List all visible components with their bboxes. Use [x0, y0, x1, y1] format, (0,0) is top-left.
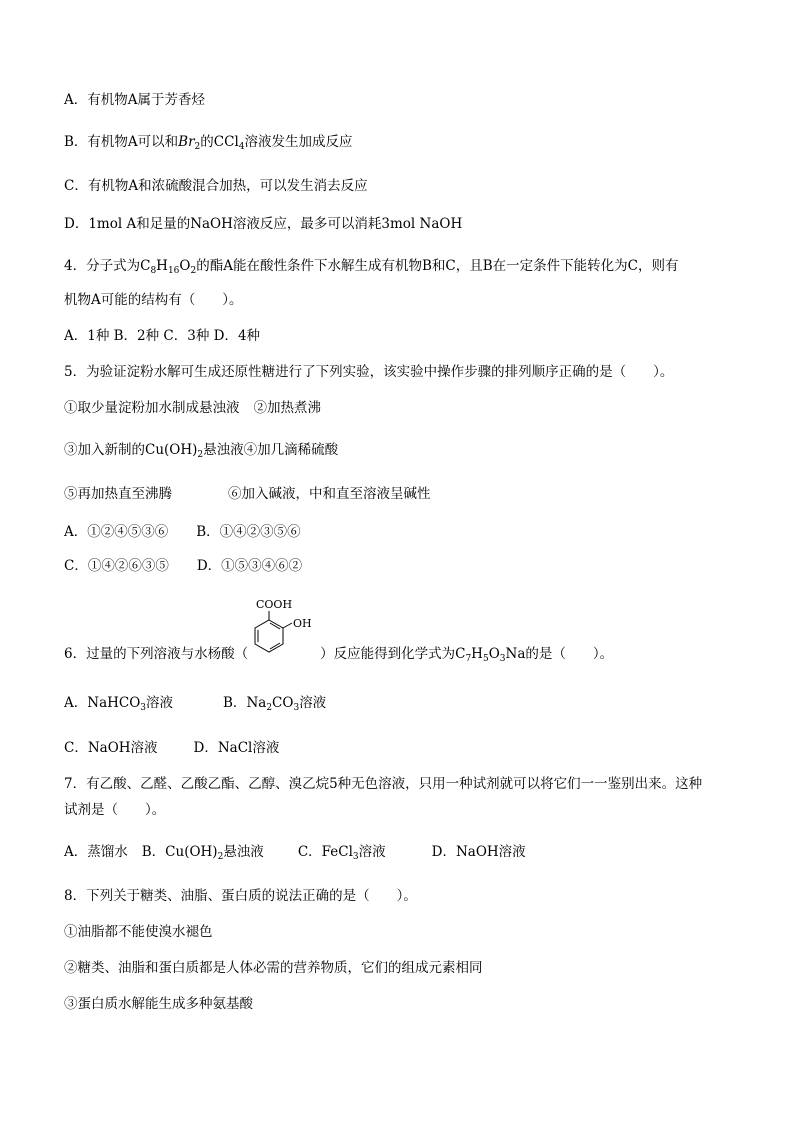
- ccl4-formula: CCl: [213, 134, 239, 150]
- q3-option-b: B．有机物A可以和$Br_2$的CCl$_4$溶液发生加成反应: [64, 134, 353, 152]
- q5-steps-3: ⑤再加热直至沸腾 ⑥加入碱液，中和直至溶液呈碱性: [64, 486, 431, 502]
- bromine-formula: Br: [178, 134, 195, 150]
- q6-formula: $C_7H_5O_3Na$: [455, 646, 526, 664]
- q4-stem-line2: 机物A可能的结构有（ ）。: [64, 292, 243, 308]
- q8-statement-1: ①油脂都不能使溴水褪色: [64, 924, 213, 940]
- q7-options: A．蒸馏水 B．$Cu(OH)_2$悬浊液 C．FeCl$_3$溶液 D．NaOH溶液: [64, 844, 526, 862]
- q3-option-a: A．有机物A属于芳香烃: [64, 92, 205, 108]
- q5-options-ab: A．①②④⑤③⑥ B．①④②③⑤⑥: [64, 524, 301, 540]
- q4-options: A．1种 B．2种 C．3种 D．4种: [64, 328, 261, 344]
- q8-statement-2: ②糖类、油脂和蛋白质都是人体必需的营养物质，它们的组成元素相同: [64, 960, 483, 976]
- q8-statement-3: ③蛋白质水解能生成多种氨基酸: [64, 996, 253, 1012]
- q5-options-cd: C．①④②⑥③⑤ D．①⑤③④⑥②: [64, 558, 303, 574]
- oh-label: OH: [293, 617, 312, 630]
- cu-oh2-formula: $Cu(OH)_2$: [145, 442, 204, 460]
- q4-stem: 4．分子式为$C_8H_{16}O_2$的酯A能在酸性条件下水解生成有机物B和C，且B在一定条件下能转化为C，则有: [64, 258, 679, 276]
- q6-stem: 6．过量的下列溶液与水杨酸（ ）反应能得到化学式为$C_7H_5O_3Na$的是（ ）。: [64, 646, 614, 664]
- q7-stem-line2: 试剂是（ ）。: [64, 802, 166, 818]
- cooh-label: COOH: [256, 598, 293, 611]
- q5-steps-2: ③加入新制的$Cu(OH)_2$悬浊液④加几滴稀硫酸: [64, 442, 339, 460]
- q4-formula: $C_8H_{16}O_2$: [140, 258, 197, 276]
- q3-option-c: C．有机物A和浓硫酸混合加热，可以发生消去反应: [64, 178, 368, 194]
- q3-option-d: D．1mol A和足量的NaOH溶液反应，最多可以消耗3mol NaOH: [64, 216, 463, 232]
- q5-stem: 5．为验证淀粉水解可生成还原性糖进行了下列实验，该实验中操作步骤的排列顺序正确的是（ ）。: [64, 364, 674, 380]
- q8-stem: 8．下列关于糖类、油脂、蛋白质的说法正确的是（ ）。: [64, 888, 417, 904]
- hydroxyl-bond: [283, 623, 292, 628]
- q5-steps-1: ①取少量淀粉加水制成悬浊液 ②加热煮沸: [64, 400, 321, 416]
- q6-options-ab: A．NaHCO$_3$溶液 B．$Na_2CO_3$溶液: [64, 695, 327, 713]
- q6-options-cd: C．NaOH溶液 D．NaCl溶液: [64, 740, 280, 756]
- q7-stem: 7．有乙酸、乙醛、乙酸乙酯、乙醇、溴乙烷5种无色溶液，只用一种试剂就可以将它们一一鉴别出来。这种: [64, 776, 703, 792]
